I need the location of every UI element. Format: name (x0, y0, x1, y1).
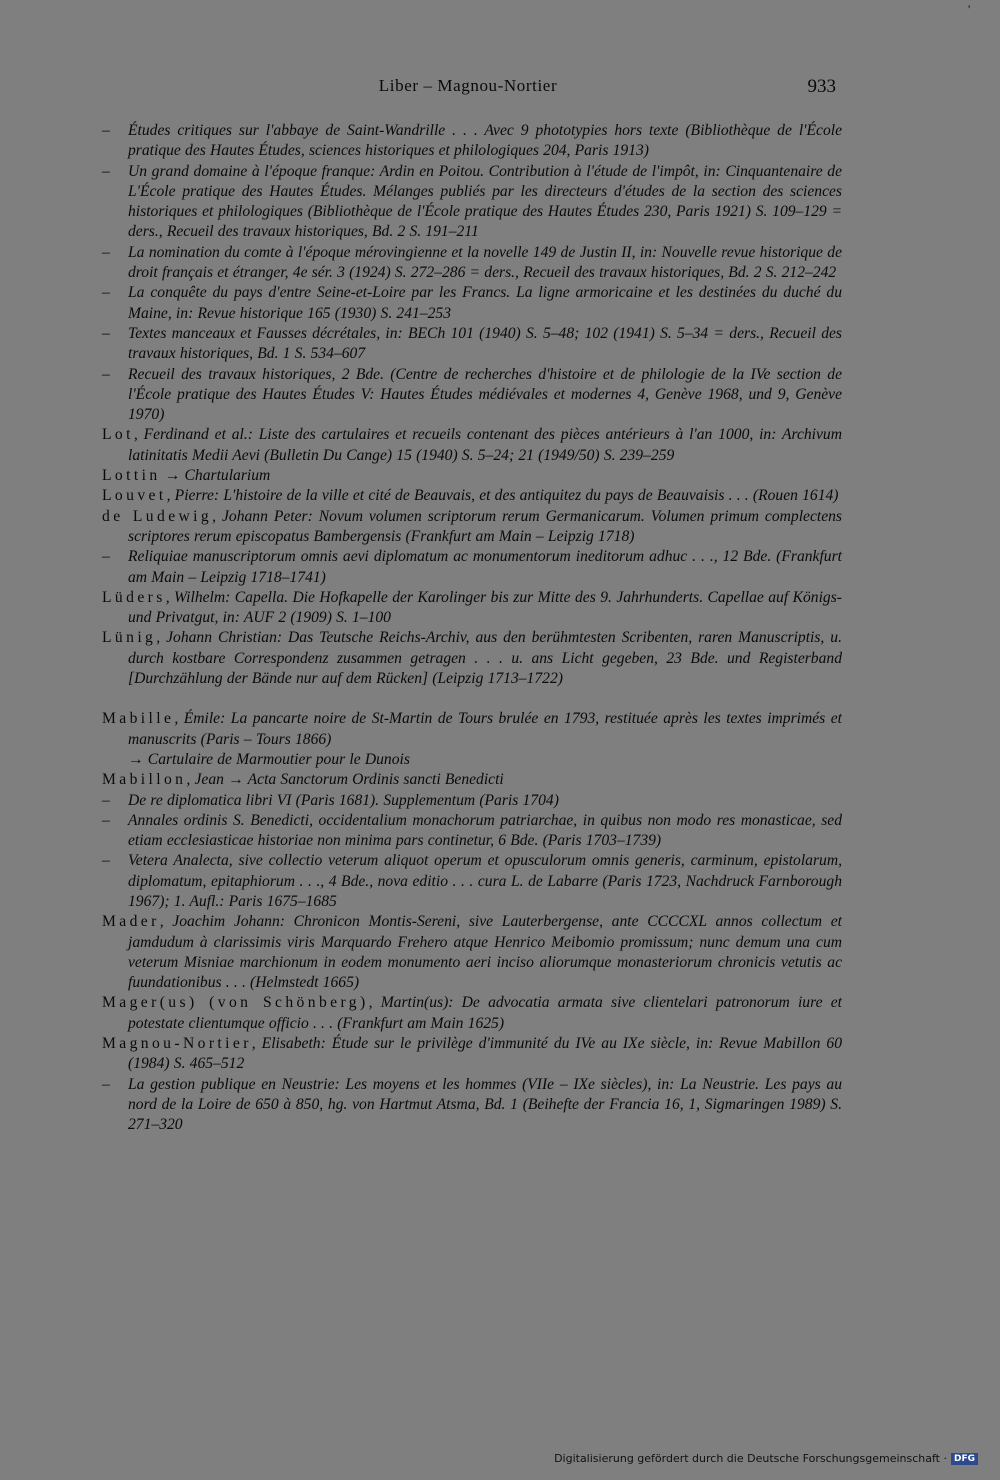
entry-dash: – (102, 162, 110, 180)
bibliography-entry (102, 912, 842, 993)
entry-text: Études critiques sur l'abbaye de Saint-Wandrille . . . Avec 9 phototypies hors texte (Bibliothèque de l'École pratique des Hautes Études, sciences historiques et philologiques 204, Paris 1913) (128, 122, 842, 160)
bibliography-entry (102, 588, 842, 629)
entry-text: Recueil des travaux historiques, 2 Bde. (Centre de recherches d'histoire et de philologie de la IVe section de l'École pratique des Hautes Études V: Hautes Études médiévales et modernes 4, Genève 1968, und 9, Genève 1970) (128, 365, 842, 424)
bibliography-entry (102, 628, 842, 689)
bibliography-entry (102, 162, 842, 243)
dfg-logo: DFG (951, 1453, 978, 1465)
entry-text: Annales ordinis S. Benedicti, occidentalium monachorum patriarchae, in quibus non modo res monasticae, sed etiam ecclesiasticae historiae non minima pars continetur, 6 Bde. (Paris 1703–1739) (128, 811, 842, 850)
entry-author: Mader (102, 913, 160, 931)
entry-text: , Joachim Johann: Chronicon Montis-Sereni, sive Lauterbergense, ante CCCCXL annos collectum et jamdudum à clarissimis viris Marquardo Frehero atque Henrico Meibomio promissum; nunc demum una cum veterum Misniae marchionum in eodem monumento aeri inciso aliorumque monasteriorum chronicis vetutis ac fuundationibus . . . (Helmstedt 1665) (128, 913, 842, 992)
bibliography-entry (102, 709, 842, 750)
entry-author: Lot (102, 426, 134, 444)
entry-text: , Elisabeth: Étude sur le privilège d'immunité du IVe au IXe siècle, in: Revue Mabillon 60 (1984) S. 465–512 (128, 1035, 842, 1073)
entry-text: De re diplomatica libri VI (Paris 1681). Supplementum (Paris 1704) (128, 791, 559, 809)
entry-dash: – (102, 243, 110, 261)
section-gap (102, 689, 842, 709)
page-number: 933 (807, 76, 836, 97)
page-header (100, 76, 836, 106)
bibliography-entry (102, 993, 842, 1034)
entry-text: , Johann Christian: Das Teutsche Reichs-Archiv, aus den berühmtesten Scribenten, raren Manuscriptis, u. durch kostbare Correspondenz zusammen getragen . . . u. ans Licht gegeben, 23 Bde. und Registerband [Durchzählung der Bände nur auf dem Rücken] (Leipzig 1713–1722) (128, 629, 842, 688)
entry-text: Vetera Analecta, sive collectio veterum aliquot operum et opusculorum omnis generis, carminum, epistolarum, diplomatum, epitaphiorum . . ., 4 Bde., nova editio . . . cura L. de Labarre (Paris 1723, Nachdruck Farnborough 1967); 1. Aufl.: Paris 1675–1685 (128, 852, 842, 910)
entry-dash: – (102, 122, 110, 139)
bibliography-entry (102, 283, 842, 324)
bibliography-entry (102, 1034, 842, 1075)
entry-author: Louvet (102, 487, 167, 505)
corner-mark: ' (968, 2, 971, 16)
entry-dash: – (102, 548, 110, 566)
bibliography-entry (102, 425, 842, 466)
footer-text: Digitalisierung gefördert durch die Deutsche Forschungsgemeinschaft · (554, 1452, 947, 1465)
entry-author: Magnou-Nortier (102, 1035, 252, 1053)
entry-dash: – (102, 852, 110, 870)
entry-author: Mabille (102, 710, 175, 728)
entry-text: → Cartulaire de Marmoutier pour le Dunois (128, 750, 410, 768)
running-title: Liber – Magnou-Nortier (378, 76, 558, 95)
bibliography-entry (102, 365, 842, 426)
bibliography-entry (102, 791, 842, 811)
bibliography-entry (102, 121, 842, 162)
entry-author: Mabillon (102, 771, 187, 789)
entry-dash: – (102, 811, 110, 829)
bibliography-entry (102, 507, 842, 548)
entry-text: Un grand domaine à l'époque franque: Ardin en Poitou. Contribution à l'étude de l'impôt, in: Cinquantenaire de L'École pratique des Hautes Études. Mélanges publiés par les directeurs d'études de la section des sciences historiques et philologiques (Bibliothèque de l'École pratique des Hautes Études 230, Paris 1921) S. 109–129 = ders., Recueil des travaux historiques, Bd. 2 S. 191–211 (128, 162, 842, 241)
entry-dash: – (102, 284, 110, 302)
entry-text: , Wilhelm: Capella. Die Hofkapelle der Karolinger bis zur Mitte des 9. Jahrhunderts. Capellae auf Königs- und Privatgut, in: AUF 2 (1909) S. 1–100 (128, 588, 842, 627)
bibliography-list (102, 121, 842, 1136)
entry-text: → Chartularium (160, 467, 271, 485)
entry-author: Mager(us) (von Schönberg) (102, 994, 369, 1012)
bibliography-entry (102, 1075, 842, 1136)
entry-dash: – (102, 365, 110, 383)
entry-text: , Jean → Acta Sanctorum Ordinis sancti Benedicti (186, 771, 504, 789)
entry-text: Reliquiae manuscriptorum omnis aevi diplomatum ac monumentorum ineditorum adhuc . . ., 12 Bde. (Frankfurt am Main – Leipzig 1718–1741) (128, 548, 842, 586)
bibliography-entry (102, 547, 842, 588)
entry-text: La conquête du pays d'entre Seine-et-Loire par les Francs. La ligne armoricaine et les destinées du duché du Maine, in: Revue historique 165 (1930) S. 241–253 (128, 284, 842, 322)
bibliography-entry (102, 770, 842, 790)
entry-author: Lünig (102, 629, 157, 647)
entry-dash: – (102, 1075, 110, 1093)
bibliography-entry (102, 811, 842, 852)
entry-text: , Johann Peter: Novum volumen scriptorum rerum Germanicarum. Volumen primum complectens scriptores rerum episcopatus Bambergensis (Frankfurt am Main – Leipzig 1718) (128, 507, 842, 545)
entry-author: Lottin (102, 467, 161, 485)
entry-text: La nomination du comte à l'époque mérovingienne et la novelle 149 de Justin II, in: Nouvelle revue historique de droit français et étranger, 4e sér. 3 (1924) S. 272–286 = ders., Recueil des travaux historiques, Bd. 2 S. 212–242 (128, 243, 842, 282)
entry-dash: – (102, 324, 110, 342)
entry-text: , Martin(us): De advocatia armata sive clientelari patronorum iure et potestate clientumque officio . . . (Frankfurt am Main 1625) (128, 994, 842, 1032)
entry-text: , Émile: La pancarte noire de St-Martin de Tours brulée en 1793, restituée après les textes imprimés et manuscrits (Paris – Tours 1866) (128, 710, 842, 748)
bibliography-entry (102, 243, 842, 284)
bibliography-entry (102, 750, 842, 770)
bibliography-entry (102, 466, 842, 486)
bibliography-entry (102, 486, 842, 506)
footer-credit (554, 1452, 978, 1465)
entry-dash: – (102, 791, 110, 809)
bibliography-entry (102, 324, 842, 365)
entry-text: , Pierre: L'histoire de la ville et cité de Beauvais, et des antiquitez du pays de Beauvaisis . . . (Rouen 1614) (166, 487, 839, 505)
entry-text: La gestion publique en Neustrie: Les moyens et les hommes (VIIe – IXe siècles), in: La Neustrie. Les pays au nord de la Loire de 650 à 850, hg. von Hartmut Atsma, Bd. 1 (Beihefte der Francia 16, 1, Sigmaringen 1989) S. 271–320 (128, 1075, 842, 1134)
entry-author: de Ludewig (102, 507, 213, 525)
bibliography-entry (102, 851, 842, 912)
entry-author: Lüders (102, 588, 166, 606)
entry-text: Textes manceaux et Fausses décrétales, in: BECh 101 (1940) S. 5–48; 102 (1941) S. 5–34 = ders., Recueil des travaux historiques, Bd. 1 S. 534–607 (128, 324, 842, 363)
entry-text: , Ferdinand et al.: Liste des cartulaires et recueils contenant des pièces antérieurs à l'an 1000, in: Archivum latinitatis Medii Aevi (Bulletin Du Cange) 15 (1940) S. 5–24; 21 (1949/50) S. 239–259 (128, 426, 842, 464)
